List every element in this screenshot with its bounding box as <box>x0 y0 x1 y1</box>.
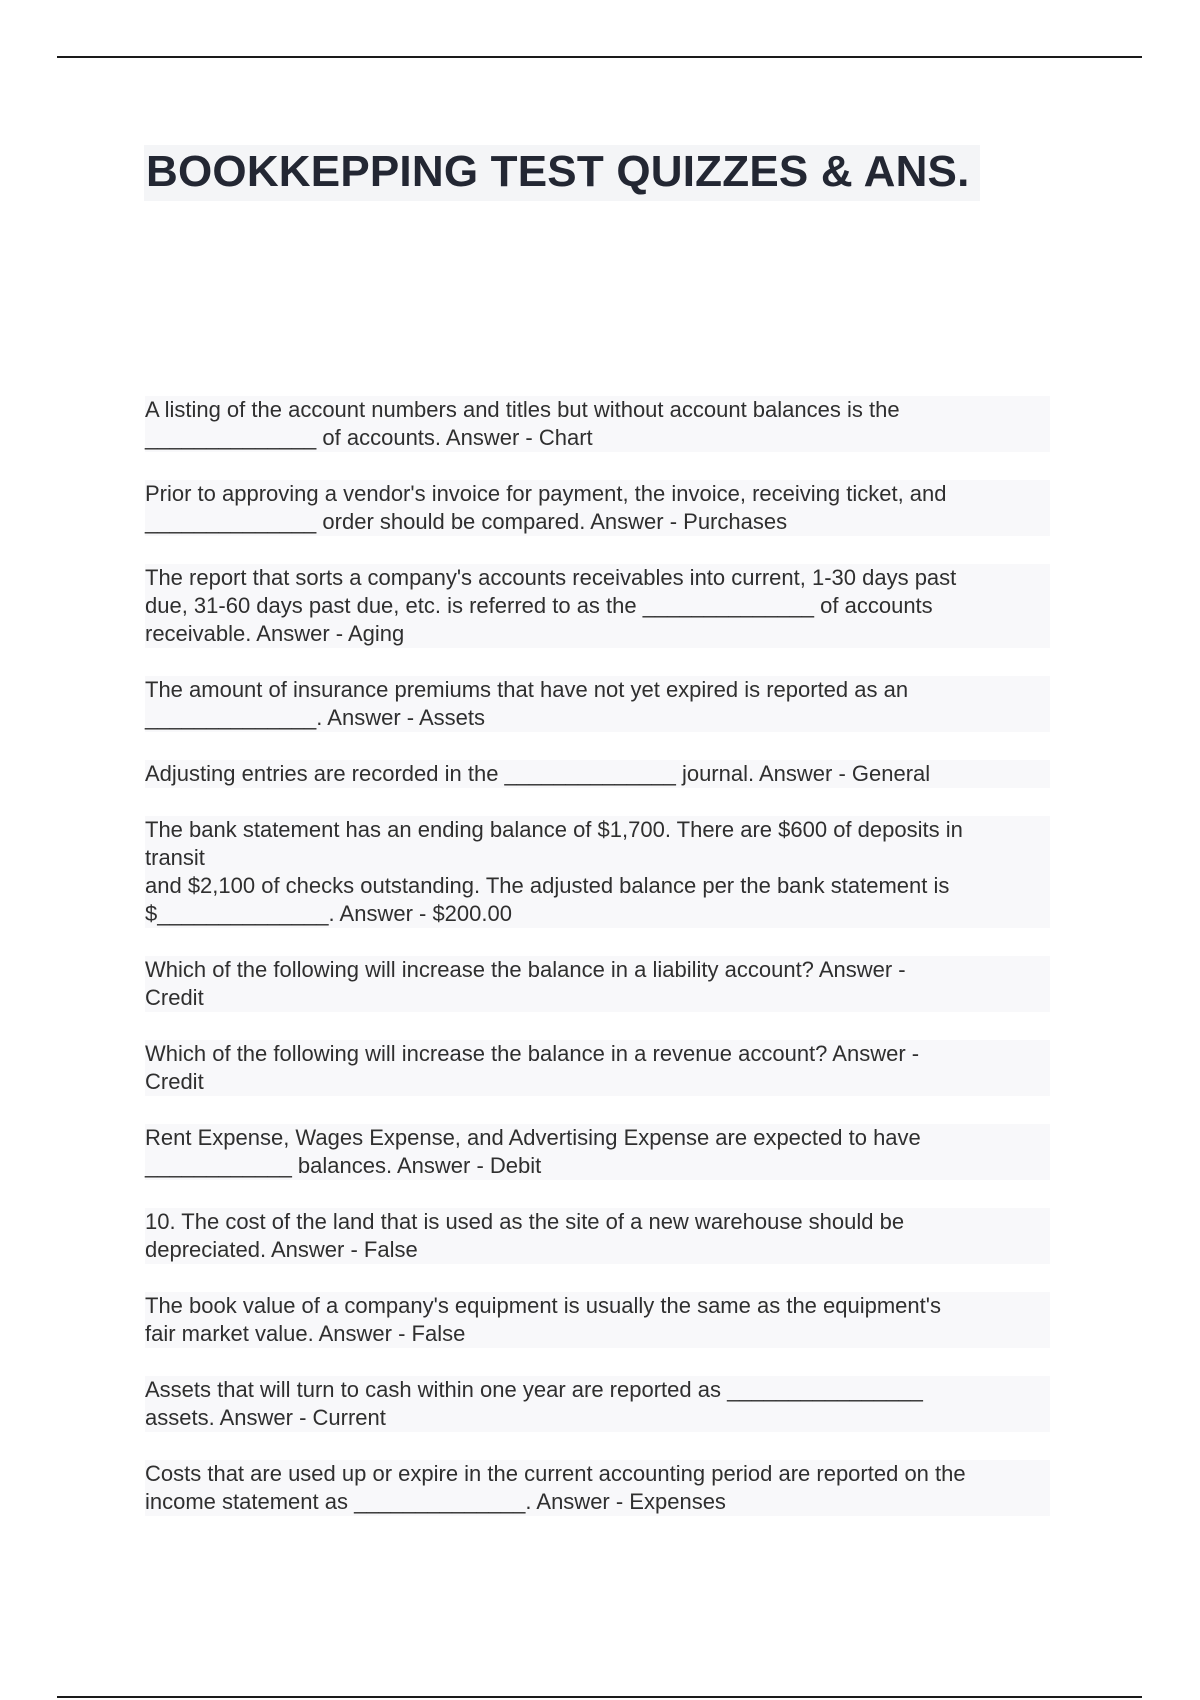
qa-item: The report that sorts a company's accounts receivables into current, 1-30 days past due, 31-60 days past due, etc. is referred to as the ______________ of accounts receivable. Answer - Aging <box>145 564 1050 648</box>
qa-item: Rent Expense, Wages Expense, and Advertising Expense are expected to have ____________ balances. Answer - Debit <box>145 1124 1050 1180</box>
qa-item: Prior to approving a vendor's invoice for payment, the invoice, receiving ticket, and ______________ order should be compared. Answer - Purchases <box>145 480 1050 536</box>
qa-item: A listing of the account numbers and titles but without account balances is the ______________ of accounts. Answer - Chart <box>145 396 1050 452</box>
qa-item: Which of the following will increase the balance in a liability account? Answer - Credit <box>145 956 1050 1012</box>
qa-item: Assets that will turn to cash within one year are reported as ________________ assets. Answer - Current <box>145 1376 1050 1432</box>
qa-item: Adjusting entries are recorded in the ______________ journal. Answer - General <box>145 760 1050 788</box>
document-title: BOOKKEPPING TEST QUIZZES & ANS. <box>144 145 980 201</box>
qa-item: The bank statement has an ending balance of $1,700. There are $600 of deposits in transit and $2,100 of checks outstanding. The adjusted balance per the bank statement is $______________. Answer - $200.00 <box>145 816 1050 928</box>
qa-item: The amount of insurance premiums that have not yet expired is reported as an ______________. Answer - Assets <box>145 676 1050 732</box>
qa-item: Which of the following will increase the balance in a revenue account? Answer - Credit <box>145 1040 1050 1096</box>
qa-item: 10. The cost of the land that is used as the site of a new warehouse should be depreciated. Answer - False <box>145 1208 1050 1264</box>
bottom-rule <box>57 1696 1142 1698</box>
qa-list <box>145 396 1050 1516</box>
top-rule <box>57 56 1142 58</box>
qa-item: The book value of a company's equipment is usually the same as the equipment's fair market value. Answer - False <box>145 1292 1050 1348</box>
qa-item: Costs that are used up or expire in the current accounting period are reported on the income statement as ______________. Answer - Expenses <box>145 1460 1050 1516</box>
